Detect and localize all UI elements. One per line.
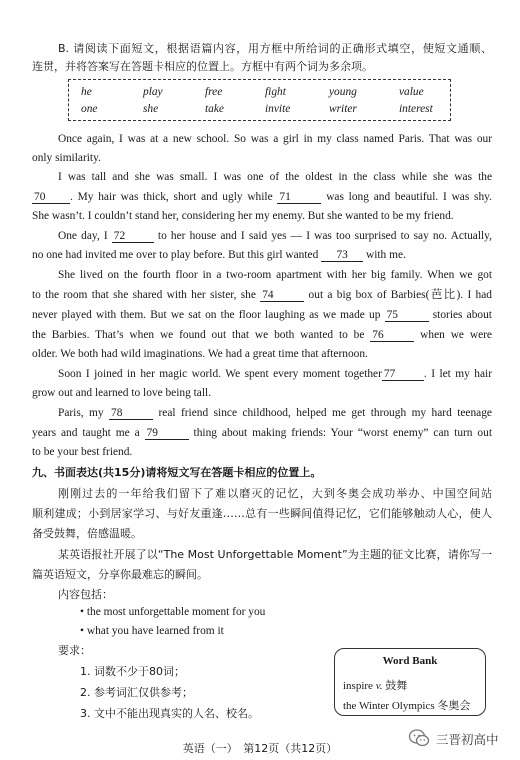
passage-line: [32, 328, 492, 342]
passage-text: out a big box of Barbies(芭比). I had: [308, 289, 492, 301]
passage-line: only similarity.: [32, 152, 101, 164]
word-box-item: play: [143, 86, 163, 98]
passage-text: Paris, my: [58, 407, 104, 419]
word-box-item: writer: [329, 103, 357, 115]
blank-70: 70: [32, 191, 70, 204]
bullet-text: the most unforgettable moment for you: [86, 606, 266, 618]
word-box-item: take: [205, 103, 224, 115]
passage-text: to her house and I said yes — I was too surprised to say no. Actually,: [157, 230, 492, 242]
passage-line: [58, 229, 492, 243]
watermark-text: 三晋初高中: [436, 732, 499, 747]
writing-task-line: 某英语报社开展了以“The Most Unforgettable Moment”为主题的征文比赛，请你写一: [58, 548, 492, 561]
word-bank-entry: the Winter Olympics 冬奥会: [343, 700, 471, 712]
blank-79: 79: [145, 427, 189, 440]
word-box-item: invite: [265, 103, 291, 115]
word-box-item: interest: [399, 103, 433, 115]
passage-text: . I let my hair: [423, 368, 492, 380]
word-bank-meaning: 鼓舞: [385, 679, 408, 692]
blank-74: 74: [260, 289, 304, 302]
word-box-item: he: [81, 86, 92, 98]
passage-line: [32, 288, 492, 302]
passage-line: She lived on the fourth floor in a two-room apartment with her big family. When we got: [58, 269, 492, 281]
wechat-icon: [408, 728, 430, 748]
content-bullet: [80, 606, 265, 618]
content-label: 内容包括：: [58, 588, 113, 601]
requirement-item: 2. 参考词汇仅供参考；: [80, 686, 193, 699]
bullet-dot-icon: •: [80, 625, 87, 637]
word-box-item: one: [81, 103, 98, 115]
requirements-label: 要求：: [58, 644, 91, 657]
passage-text: . My hair was thick, short and ugly while: [70, 191, 273, 203]
section-b-instruction-line2: 连贯，并将答案写在答题卡相应的位置上。方框中有两个词为多余项。: [32, 60, 373, 73]
word-bank-title: Word Bank: [382, 655, 438, 667]
passage-text: One day, I: [58, 230, 108, 242]
bullet-dot-icon: •: [80, 606, 87, 618]
passage-line: [32, 248, 492, 262]
passage-line: [58, 367, 492, 381]
section-b-instruction-line1: B. 请阅读下面短文，根据语篇内容，用方框中所给词的正确形式填空，使短文通顺、: [58, 42, 492, 55]
bullet-text: what you have learned from it: [86, 625, 224, 637]
word-bank-pos: v.: [375, 680, 383, 692]
blank-75: 75: [385, 309, 429, 322]
passage-line: She wasn’t. I couldn’t stand her, considering her my enemy. But she wanted to be my friend.: [32, 210, 454, 222]
passage-line: older. We both had wild imaginations. We had a great time that afternoon.: [32, 348, 368, 360]
passage-line: Once again, I was at a new school. So was a girl in my class named Paris. That was our: [58, 133, 492, 145]
word-bank-entry: [343, 677, 407, 693]
writing-task-line: 篇英语短文，分享你最难忘的瞬间。: [32, 568, 208, 581]
wechat-watermark: [408, 726, 518, 752]
passage-text: was long and beautiful. I was shy.: [326, 191, 492, 203]
passage-line: I was tall and she was small. I was one of the oldest in the class while she was the: [58, 171, 492, 183]
passage-line: [32, 426, 492, 440]
blank-71: 71: [277, 191, 321, 204]
passage-text: real friend since childhood, helped me get through my hard teenage: [158, 407, 492, 419]
blank-78: 78: [109, 407, 153, 420]
page-footer: 英语（一） 第12页（共12页）: [182, 742, 338, 755]
writing-heading: 九、书面表达(共15分)请将短文写在答题卡相应的位置上。: [32, 466, 322, 479]
writing-intro-line: 刚刚过去的一年给我们留下了难以磨灭的记忆，大到冬奥会成功举办、中国空间站: [58, 487, 492, 500]
word-box-item: fight: [265, 86, 286, 98]
blank-76: 76: [370, 329, 414, 342]
passage-line: to be your best friend.: [32, 446, 133, 458]
writing-intro-line: 备受鼓舞，倍感温暖。: [32, 527, 142, 540]
passage-text: with me.: [366, 249, 406, 261]
passage-line: [58, 406, 492, 420]
word-box-item: she: [143, 103, 159, 115]
word-box-item: young: [329, 86, 357, 98]
word-box: [68, 79, 451, 121]
word-bank-box: [334, 648, 486, 716]
passage-line: [32, 308, 492, 322]
passage-text: Soon I joined in her magic world. We spent every moment together: [58, 368, 382, 380]
blank-77: 77: [382, 368, 424, 381]
passage-text: when we were: [420, 329, 492, 341]
word-box-item: value: [399, 86, 424, 98]
passage-text: to the room that she shared with her sister, she: [32, 289, 256, 301]
passage-text: years and taught me a: [32, 427, 140, 439]
passage-text: never played with them. But we sat on the floor laughing as we made up: [32, 309, 381, 321]
blank-73: 73: [321, 249, 363, 262]
word-box-item: free: [205, 86, 223, 98]
writing-intro-line: 顺利建成；小到居家学习、与好友重逢……总有一些瞬间值得记忆，它们能够触动人心，使人: [32, 507, 492, 520]
blank-72: 72: [112, 230, 154, 243]
requirement-item: 3. 文中不能出现真实的人名、校名。: [80, 707, 259, 720]
passage-text: thing about making friends: Your “worst enemy” can turn out: [193, 427, 492, 439]
passage-text: stories about: [432, 309, 492, 321]
passage-text: no one had invited me over to play before. But this girl wanted: [32, 249, 319, 261]
passage-line: [32, 190, 492, 204]
word-bank-word: inspire: [343, 680, 373, 692]
content-bullet: [80, 625, 224, 637]
passage-line: grow out and learned to love being tall.: [32, 387, 212, 399]
requirement-item: 1. 词数不少于80词；: [80, 665, 185, 678]
passage-text: the Barbies. That’s when we found out that we both wanted to be: [32, 329, 365, 341]
